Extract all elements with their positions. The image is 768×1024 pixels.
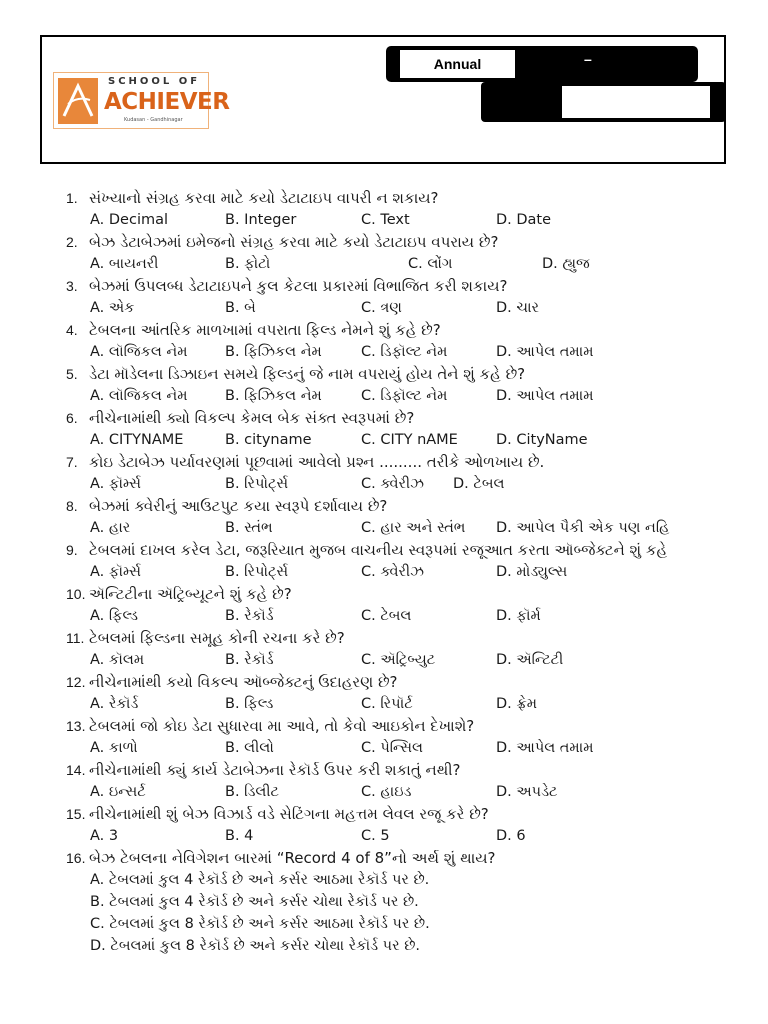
question-prompt: ટેબલમાં ફિલ્ડના સમૂહ કોની રચના કરે છે? xyxy=(89,629,345,647)
question-number: 15. xyxy=(66,806,86,822)
question-text xyxy=(66,715,746,737)
question-item xyxy=(66,187,746,231)
answer-option: D. ટેબલ xyxy=(453,476,505,492)
question-text xyxy=(66,495,746,517)
answer-option: D. મોડ્યુલ્સ xyxy=(496,564,568,580)
question-number: 13. xyxy=(66,718,86,734)
answer-option: A. એક xyxy=(90,300,135,316)
question-number: 16. xyxy=(66,850,86,866)
answer-option: B. ફિલ્ડ xyxy=(225,696,274,712)
question-text xyxy=(66,759,746,781)
question-prompt: નીચેનામાંથી કયો વિકલ્પ ઑબ્જેક્ટનું ઉદાહરણ છે? xyxy=(89,673,398,691)
answer-option: C. ઍટ્રિબ્યુટ xyxy=(361,652,436,668)
question-number: 14. xyxy=(66,762,86,778)
answer-option: B. ફિઝિકલ નેમ xyxy=(225,388,322,404)
answer-option: A. ટેબલમાં કુલ 4 રેકૉર્ડ છે અને કર્સર આઠમા રેકૉર્ડ પર છે. xyxy=(90,872,430,888)
question-options xyxy=(66,781,746,803)
question-number: 10. xyxy=(66,586,86,602)
school-logo xyxy=(53,72,230,129)
answer-option: A. ફિલ્ડ xyxy=(90,608,139,624)
answer-option: B. સ્તંભ xyxy=(225,520,273,536)
question-text xyxy=(66,231,746,253)
answer-option: B. cityname xyxy=(225,432,312,448)
answer-option: B. ફોટો xyxy=(225,256,271,272)
question-list xyxy=(66,187,746,957)
question-options xyxy=(66,605,746,627)
question-number: 3. xyxy=(66,278,78,294)
question-item xyxy=(66,671,746,715)
question-options xyxy=(66,693,746,715)
question-text xyxy=(66,363,746,385)
exam-dash: – xyxy=(584,51,592,67)
question-options xyxy=(66,649,746,671)
question-item xyxy=(66,583,746,627)
question-number: 1. xyxy=(66,190,78,206)
logo-location: Kudasan - Gandhinagar xyxy=(124,117,183,123)
answer-option: C. રિપૉર્ટ xyxy=(361,696,413,712)
answer-option: A. લૉજિકલ નેમ xyxy=(90,388,188,404)
question-text xyxy=(66,451,746,473)
question-item xyxy=(66,363,746,407)
question-item xyxy=(66,407,746,451)
answer-option: B. રેકૉર્ડ xyxy=(225,608,274,624)
question-options xyxy=(66,825,746,847)
answer-option: B. રિપોર્ટ્સ xyxy=(225,564,289,580)
question-prompt: ઍન્ટિટીના ઍટ્રિબ્યૂટને શું કહે છે? xyxy=(89,585,292,603)
question-text xyxy=(66,407,746,429)
answer-option: C. 5 xyxy=(361,828,390,844)
question-prompt: ટેબલના આંતરિક માળખામાં વપરાતા ફિલ્ડ નેમને શું કહે છે? xyxy=(89,321,441,339)
answer-option: D. 6 xyxy=(496,828,526,844)
answer-option: D. ઍન્ટિટી xyxy=(496,652,564,668)
logo-school-label: SCHOOL OF xyxy=(108,76,201,87)
answer-option: D. આપેલ તમામ xyxy=(496,740,594,756)
question-prompt: બેઝમાં ઉપલબ્ધ ડેટાટાઇપને કુલ કેટલા પ્રકારમાં વિભાજિત કરી શકાય? xyxy=(89,277,508,295)
answer-option: D. ફૉર્મ xyxy=(496,608,541,624)
answer-option: C. ડિફૉલ્ટ નેમ xyxy=(361,388,448,404)
question-options xyxy=(66,209,746,231)
question-prompt: કોઇ ડેટાબેઝ પર્યાવરણમાં પૂછવામાં આવેલો પ્રશ્ન ......... તરીકે ઓળખાય છે. xyxy=(89,453,545,471)
question-text xyxy=(66,583,746,605)
answer-option: A. CITYNAME xyxy=(90,432,184,448)
question-options xyxy=(66,429,746,451)
answer-option: A. લૉજિકલ નેમ xyxy=(90,344,188,360)
answer-option: A. ફૉર્મ્સ xyxy=(90,476,141,492)
question-text xyxy=(66,627,746,649)
answer-option: C. હાઇડ xyxy=(361,784,412,800)
question-text xyxy=(66,847,746,869)
answer-option: B. બે xyxy=(225,300,256,316)
question-prompt: ટેબલમાં જો કોઇ ડેટા સુધારવા મા આવે, તો કેવો આઇકોન દેખાશે? xyxy=(89,717,475,735)
question-item xyxy=(66,275,746,319)
question-prompt: બેઝ ટેબલના નેવિગેશન બારમાં “Record 4 of 8”નો અર્થ શું થાય? xyxy=(89,849,496,867)
question-options xyxy=(66,253,746,275)
answer-option: B. ટેબલમાં કુલ 4 રેકૉર્ડ છે અને કર્સર ચોથા રેકૉર્ડ પર છે. xyxy=(90,894,419,910)
question-options xyxy=(66,561,746,583)
answer-option: B. ફિઝિકલ નેમ xyxy=(225,344,322,360)
answer-option: B. લીલો xyxy=(225,740,274,756)
answer-option: D. ટેબલમાં કુલ 8 રેકૉર્ડ છે અને કર્સર ચોથા રેકૉર્ડ પર છે. xyxy=(90,938,421,954)
question-options xyxy=(66,473,746,495)
exam-info-bar xyxy=(481,82,726,122)
achiever-emblem-icon xyxy=(58,78,98,124)
exam-title-bar xyxy=(386,46,698,82)
exam-label-box xyxy=(400,50,515,78)
page-header xyxy=(40,35,726,164)
answer-option: C. ક્વેરીઝ xyxy=(361,564,424,580)
question-text xyxy=(66,319,746,341)
question-prompt: બેઝમાં ક્વેરીનું આઉટપુટ કયા સ્વરૂપે દર્શાવાય છે? xyxy=(89,497,388,515)
answer-option: B. રિપોર્ટ્સ xyxy=(225,476,289,492)
question-item xyxy=(66,231,746,275)
question-number: 8. xyxy=(66,498,78,514)
question-number: 11. xyxy=(66,630,85,646)
question-text xyxy=(66,671,746,693)
answer-option: A. કૉલમ xyxy=(90,652,145,668)
question-item-16 xyxy=(66,847,746,957)
answer-option: B. Integer xyxy=(225,212,297,228)
answer-option: A. હાર xyxy=(90,520,131,536)
question-prompt: ડેટા મૉડેલના ડિઝાઇન સમયે ફિલ્ડનું જે નામ વપરાયું હોય તેને શું કહે છે? xyxy=(89,365,526,383)
question-options xyxy=(66,385,746,407)
question-item xyxy=(66,803,746,847)
logo-school-name: ACHIEVER xyxy=(104,89,230,115)
question-prompt: નીચેનામાંથી શું બેઝ વિઝાર્ડ વડે સેટિંગના મહત્તમ લેવલ રજૂ કરે છે? xyxy=(89,805,489,823)
answer-option: A. બાયનરી xyxy=(90,256,159,272)
question-number: 4. xyxy=(66,322,78,338)
answer-option: A. રેકૉર્ડ xyxy=(90,696,139,712)
answer-option: A. 3 xyxy=(90,828,119,844)
answer-option: C. ક્વેરીઝ xyxy=(361,476,424,492)
question-prompt: નીચેનામાંથી ક્યો વિકલ્પ કેમલ બેક સંક્ત સ્વરૂપમાં છે? xyxy=(89,409,415,427)
answer-option: C. ટેબલ xyxy=(361,608,412,624)
question-options xyxy=(66,297,746,319)
question-number: 7. xyxy=(66,454,78,470)
answer-option: D. આપેલ તમામ xyxy=(496,388,594,404)
question-number: 12. xyxy=(66,674,86,690)
question-item xyxy=(66,715,746,759)
answer-option: C. હાર અને સ્તંભ xyxy=(361,520,466,536)
question-item xyxy=(66,319,746,363)
answer-option: B. 4 xyxy=(225,828,254,844)
question-item xyxy=(66,759,746,803)
question-number: 5. xyxy=(66,366,78,382)
answer-option: C. ત્રણ xyxy=(361,300,402,316)
answer-option: D. CityName xyxy=(496,432,588,448)
answer-option: D. આપેલ પૈકી એક પણ નહિ xyxy=(496,520,670,536)
answer-option: B. ડિલીટ xyxy=(225,784,279,800)
question-options xyxy=(66,517,746,539)
question-item xyxy=(66,495,746,539)
question-number: 2. xyxy=(66,234,78,250)
answer-option: D. હ્યુજ xyxy=(542,256,590,272)
question-item xyxy=(66,627,746,671)
answer-option: C. ટેબલમાં કુલ 8 રેકૉર્ડ છે અને કર્સર આઠમા રેકૉર્ડ પર છે. xyxy=(90,916,430,932)
answer-option: D. અપડેટ xyxy=(496,784,558,800)
answer-option: B. રેકૉર્ડ xyxy=(225,652,274,668)
question-prompt: સંખ્યાનો સંગ્રહ કરવા માટે કયો ડેટાટાઇપ વાપરી ન શકાય? xyxy=(89,189,439,207)
answer-option: C. Text xyxy=(361,212,410,228)
answer-option: D. આપેલ તમામ xyxy=(496,344,594,360)
answer-option: D. ફ્રેમ xyxy=(496,696,537,712)
question-prompt: બેઝ ડેટાબેઝમાં ઇમેજનો સંગ્રહ કરવા માટે કયો ડેટાટાઇપ વપરાય છે? xyxy=(89,233,499,251)
exam-info-box xyxy=(562,86,710,118)
question-prompt: ટેબલમાં દાખલ કરેલ ડેટા, જરૂરિયાત મુજબ વાચનીય સ્વરૂપમાં રજૂઆત કરતા ઑબ્જેક્ટને શું કહે xyxy=(89,541,668,559)
question-text xyxy=(66,275,746,297)
question-item xyxy=(66,539,746,583)
exam-label: Annual xyxy=(433,56,482,72)
answer-option: A. ફૉર્મ્સ xyxy=(90,564,141,580)
answer-option: C. પેન્સિલ xyxy=(361,740,424,756)
question-text xyxy=(66,539,746,561)
question-number: 6. xyxy=(66,410,78,426)
answer-option: D. ચાર xyxy=(496,300,540,316)
question-options xyxy=(66,341,746,363)
question-prompt: નીચેનામાંથી ક્યું કાર્ય ડેટાબેઝના રેકૉર્ડ ઉપર કરી શકાતું નથી? xyxy=(89,761,461,779)
answer-option: C. CITY nAME xyxy=(361,432,458,448)
answer-option: C. લોંગ xyxy=(408,256,453,272)
answer-option: C. ડિફૉલ્ટ નેમ xyxy=(361,344,448,360)
answer-option: A. Decimal xyxy=(90,212,169,228)
question-options xyxy=(66,737,746,759)
answer-option: A. કાળો xyxy=(90,740,138,756)
answer-option: D. Date xyxy=(496,212,552,228)
question-text xyxy=(66,187,746,209)
answer-option: A. ઇન્સર્ટ xyxy=(90,784,146,800)
question-text xyxy=(66,803,746,825)
question-number: 9. xyxy=(66,542,78,558)
question-item xyxy=(66,451,746,495)
